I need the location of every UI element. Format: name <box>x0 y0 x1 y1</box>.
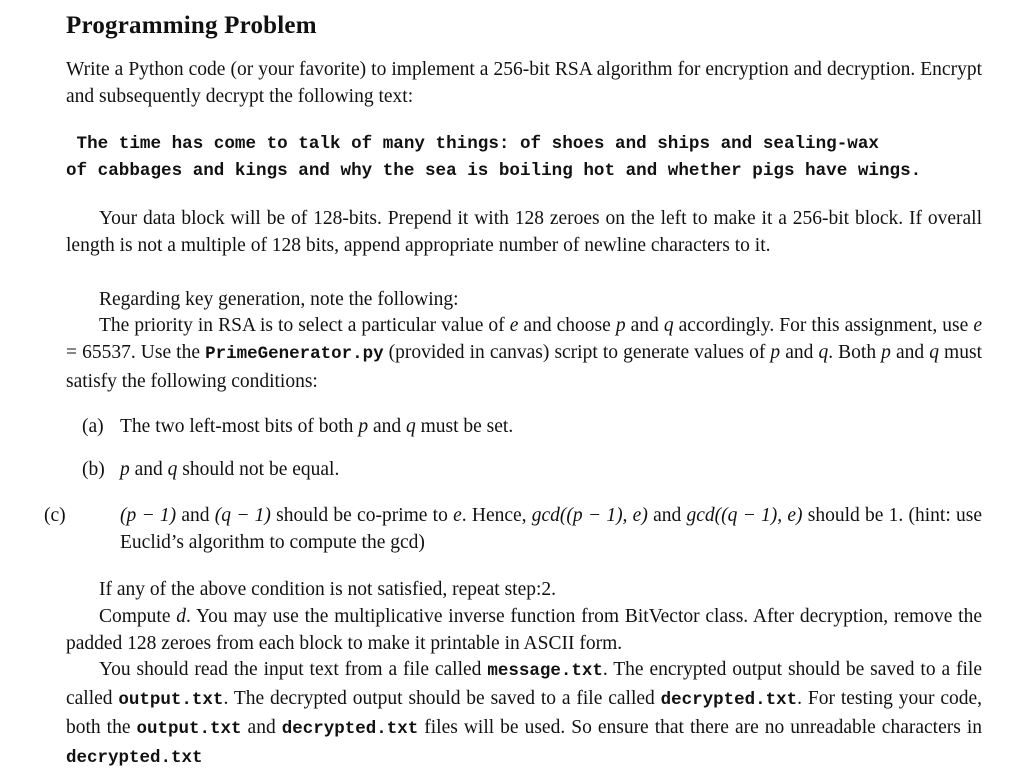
priority-paragraph: The priority in RSA is to select a particular value of e and choose p and q accordingly. For this assignment, use e = 65537. Use the PrimeGenerator.py (provided in canvas) script to generate values of p and q. Both p and q must satisfy the following conditions: <box>66 315 983 392</box>
condition-a: (a) The two left-most bits of both p and q must be set. <box>82 416 514 437</box>
intro-paragraph: Write a Python code (or your favorite) to implement a 256-bit RSA algorithm for encryption and decryption. Encrypt and subsequently decrypt the following text: <box>66 59 982 107</box>
filename-output: output.txt <box>136 719 242 739</box>
condition-b: (b) p and q should not be equal. <box>82 459 340 480</box>
filename-decrypted: decrypted.txt <box>660 690 798 710</box>
keygen-intro: Regarding key generation, note the following: <box>99 289 459 310</box>
quote-line-1: The time has come to talk of many things: of shoes and ships and sealing-wax <box>66 134 879 154</box>
filename-decrypted: decrypted.txt <box>281 719 419 739</box>
file-io-paragraph: You should read the input text from a file called message.txt. The encrypted output should be saved to a file called output.txt. The decrypted output should be saved to a file called decrypted.txt. For testing your code, both the output.txt and decrypted.txt files will be used. So ensure that there are no unreadable characters in decrypted.txt <box>66 659 983 768</box>
block-paragraph: Your data block will be of 128-bits. Prepend it with 128 zeroes on the left to make it a 256-bit block. If overall length is not a multiple of 128 bits, append appropriate number of newline characters to it. <box>66 208 982 256</box>
compute-paragraph: Compute d. You may use the multiplicative inverse function from BitVector class. After decryption, remove the padded 128 zeroes from each block to make it printable in ASCII form. <box>66 606 982 654</box>
filename-decrypted: decrypted.txt <box>66 748 203 768</box>
repeat-paragraph: If any of the above condition is not satisfied, repeat step:2. <box>99 579 557 600</box>
quote-line-2: of cabbages and kings and why the sea is boiling hot and whether pigs have wings. <box>66 161 922 181</box>
filename-message: message.txt <box>487 661 603 681</box>
page-title: Programming Problem <box>66 12 317 39</box>
filename-output: output.txt <box>118 690 224 710</box>
code-filename: PrimeGenerator.py <box>205 344 384 364</box>
condition-c: (c) (p − 1) and (q − 1) should be co-prime to e. Hence, gcd((p − 1), e) and gcd((q − 1), e) should be 1. (hint: use Euclid’s algorithm to compute the gcd) <box>44 505 982 553</box>
